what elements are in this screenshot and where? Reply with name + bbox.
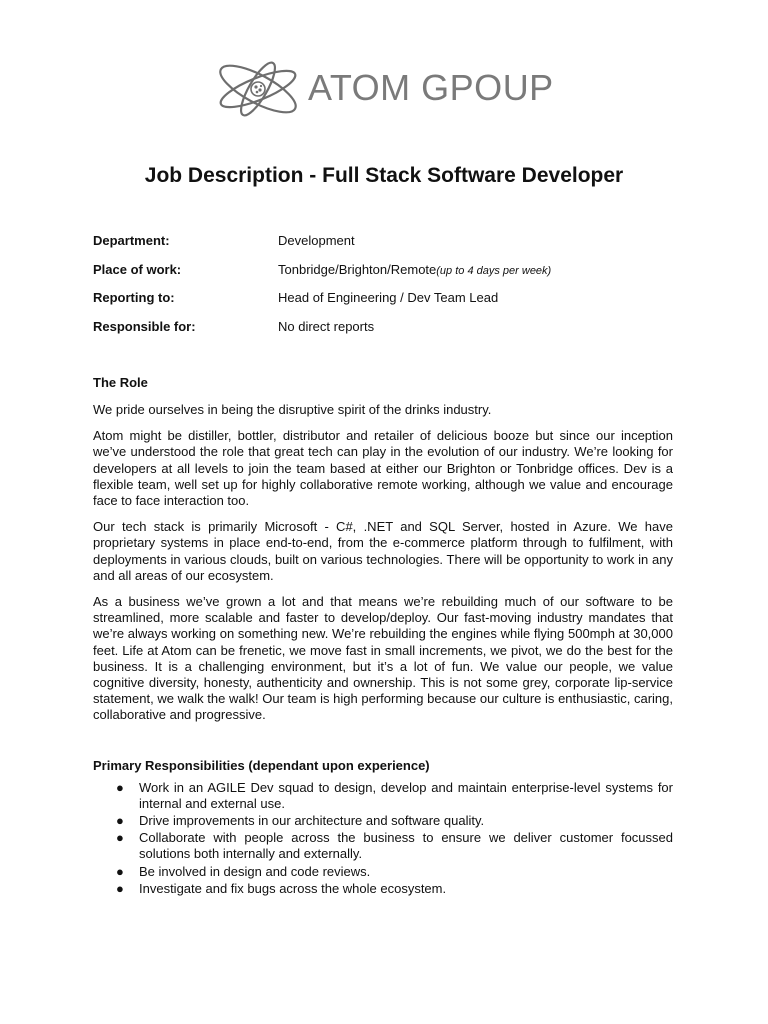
info-row-place-of-work [93,261,673,290]
bullet-icon: ● [116,830,124,846]
bullet-icon: ● [116,779,124,795]
role-paragraph: Our tech stack is primarily Microsoft - C#, .NET and SQL Server, hosted in Azure. We have proprietary systems in place end-to-end, from the e-commerce platform through to fulfilment, with deployments in various clouds, built on various technologies. There will be opportunity to work in any and all areas of our ecosystem. [93,519,673,583]
role-paragraph: Atom might be distiller, bottler, distributor and retailer of delicious booze but since our inception we’ve understood the role that great tech can play in the evolution of our industry. We’re looking for developers at all levels to join the team based at either our Brighton or Tonbridge offices. Dev is a flexible team, well set up for highly collaborative remote working, although we value and encourage face to face interaction too. [93,428,673,509]
section-heading-role: The Role [93,375,148,390]
atom-orbit-logo-icon [212,58,308,122]
info-row-reporting-to [93,289,673,318]
list-item: ● Drive improvements in our architecture and software quality. [116,813,485,829]
list-item: ● Investigate and fix bugs across the whole ecosystem. [116,880,447,896]
bullet-icon: ● [116,880,124,896]
logo-text: ATOM GPOUP [308,67,554,108]
document-body [93,374,673,898]
info-value: Head of Engineering / Dev Team Lead [278,290,499,306]
info-note: (up to 4 days per week) [436,264,552,277]
list-item: ● Be involved in design and code reviews. [116,863,371,879]
info-value: Development [278,233,355,248]
role-paragraph: We pride ourselves in being the disruptive spirit of the drinks industry. [93,402,492,417]
info-row-department [93,232,673,261]
info-label: Place of work: [93,261,182,277]
job-info-table [93,232,673,347]
company-logo [212,58,562,122]
bullet-icon: ● [116,813,124,829]
list-item: ● Collaborate with people across the business to ensure we deliver customer focussed solutions both internally and externally. [116,830,673,862]
info-label: Department: [93,233,170,248]
role-paragraph: As a business we’ve grown a lot and that means we’re rebuilding much of our software to be streamlined, more scalable and faster to develop/deploy. Our fast-moving industry mandates that we’re always working on something new. We’re rebuilding the engines while flying 500mph at 30,000 feet. Life at Atom can be frenetic, we move fast in small increments, we pivot, we do the best for the business. It is a challenging environment, but it’s a lot of fun. We value our people, we value cognitive diversity, honesty, authenticity and ownership. This is not some grey, corporate lip-service statement, we walk the walk! Our team is high performing because our culture is enthusiastic, caring, collaborative and progressive. [93,594,673,723]
info-label: Reporting to: [93,290,175,306]
bullet-icon: ● [116,863,124,879]
info-label: Responsible for: [93,319,196,335]
list-item: ● Work in an AGILE Dev squad to design, develop and maintain enterprise-level systems for internal and external use. [116,779,673,811]
page-title: Job Description - Full Stack Software Developer [144,164,624,187]
info-row-responsible-for [93,318,673,347]
info-value: Tonbridge/Brighton/Remote(up to 4 days per week) [278,261,552,277]
responsibilities-list [93,780,673,897]
info-value: No direct reports [278,319,375,335]
section-heading-responsibilities: Primary Responsibilities (dependant upon experience) [93,757,430,773]
